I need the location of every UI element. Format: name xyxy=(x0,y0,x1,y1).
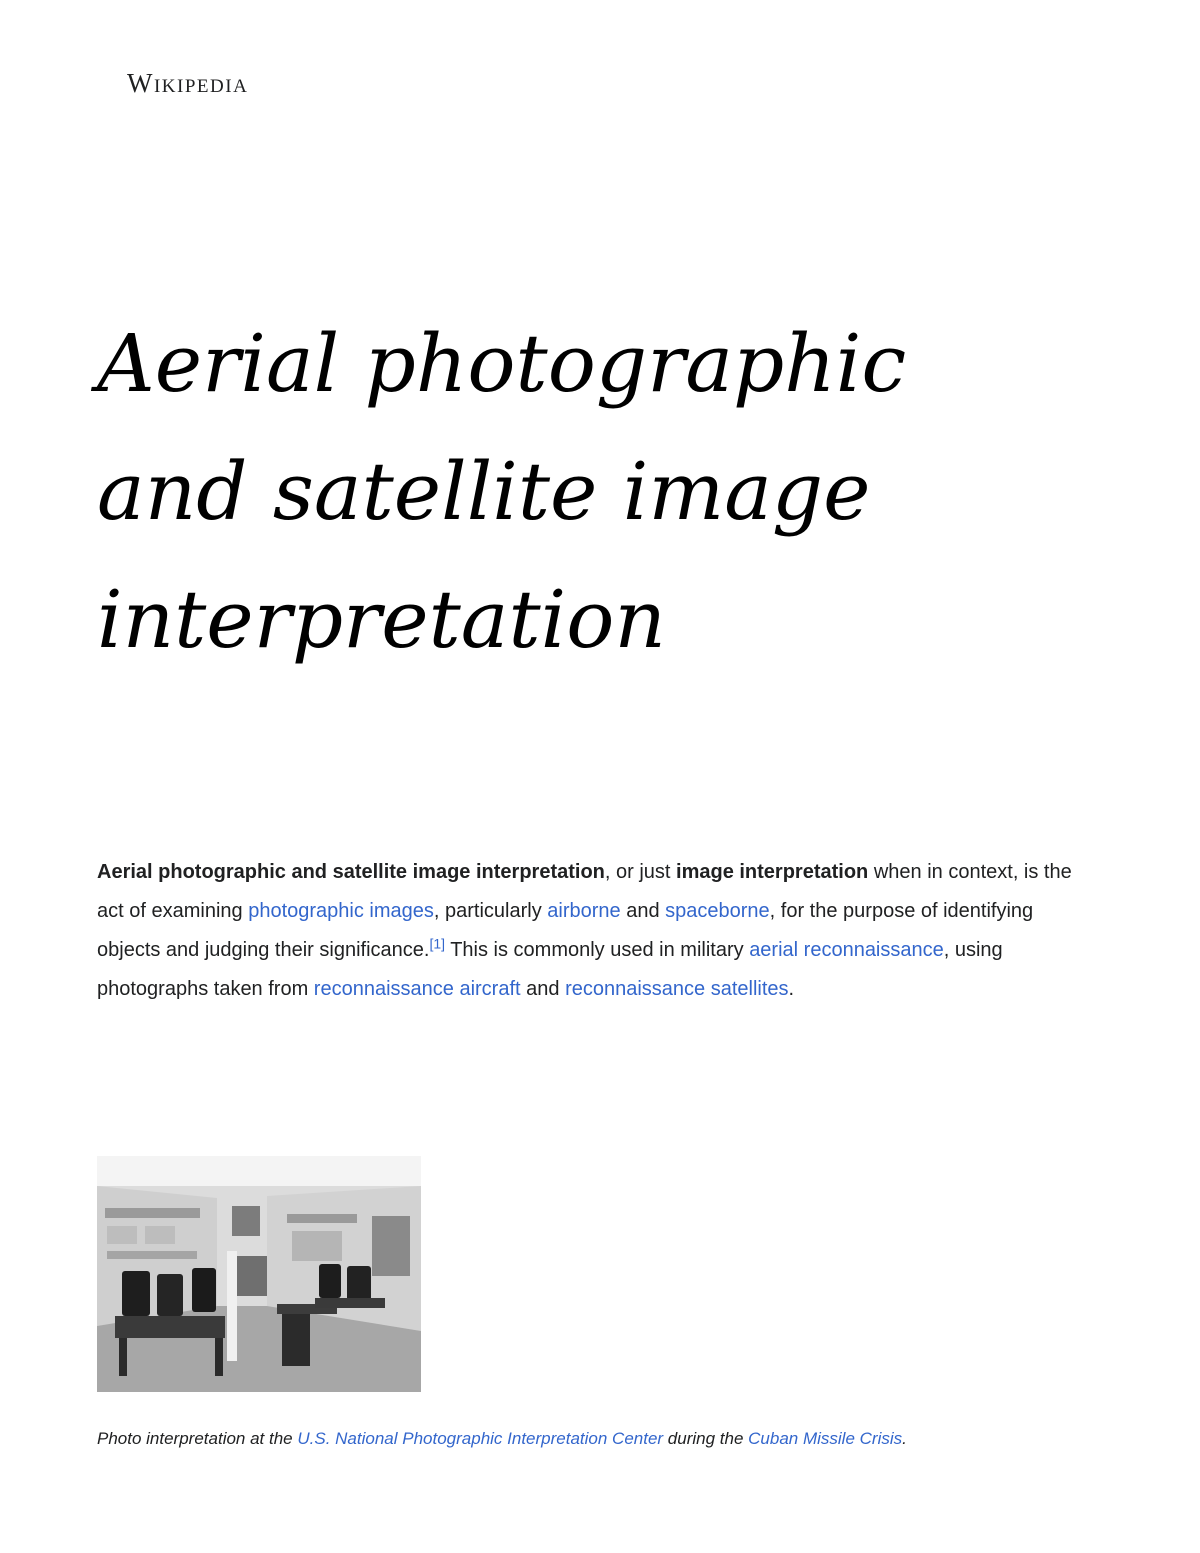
lead-text: and xyxy=(520,978,566,1000)
title-line-1: Aerial photographic xyxy=(97,317,907,410)
link-airborne[interactable]: airborne xyxy=(547,900,621,922)
link-reconnaissance-satellites[interactable]: reconnaissance satellites xyxy=(565,978,789,1000)
lead-bold-term: Aerial photographic and satellite image interpretation xyxy=(97,861,605,883)
figure-photo[interactable] xyxy=(97,1156,421,1392)
title-line-2: and satellite image xyxy=(97,445,871,538)
link-reconnaissance-aircraft[interactable]: reconnaissance aircraft xyxy=(313,978,521,1000)
lead-paragraph xyxy=(97,853,1097,1009)
lead-text: and xyxy=(620,900,666,922)
caption-text: Photo interpretation at the xyxy=(97,1429,298,1448)
lead-text: , particularly xyxy=(433,900,548,922)
wikipedia-logo[interactable]: Wikipedia xyxy=(127,68,249,98)
lead-text: This is commonly used in military xyxy=(445,939,750,961)
reference-link-1[interactable]: [1] xyxy=(429,935,446,952)
link-cuban-missile-crisis[interactable]: Cuban Missile Crisis xyxy=(748,1429,903,1448)
caption-text: during the xyxy=(663,1429,749,1448)
title-line-3: interpretation xyxy=(97,573,666,666)
page-title xyxy=(97,300,1157,684)
caption-text: . xyxy=(902,1429,907,1448)
link-photographic-images[interactable]: photographic images xyxy=(248,900,434,922)
lead-text: . xyxy=(788,978,795,1000)
figure-caption xyxy=(97,1428,1097,1450)
lead-bold-term: image interpretation xyxy=(676,861,869,883)
lead-text: , for the purpose of identifying objects and judging their significance. xyxy=(97,900,1034,961)
link-npic[interactable]: U.S. National Photographic Interpretation Center xyxy=(297,1429,664,1448)
link-aerial-reconnaissance[interactable]: aerial reconnaissance xyxy=(749,939,944,961)
lead-text: , using photographs taken from xyxy=(97,939,1003,1000)
lead-text: when in context, is the act of examining xyxy=(97,861,1072,922)
lead-text: , or just xyxy=(604,861,677,883)
photo-interpretation-center-image xyxy=(97,1156,421,1392)
link-spaceborne[interactable]: spaceborne xyxy=(665,900,770,922)
